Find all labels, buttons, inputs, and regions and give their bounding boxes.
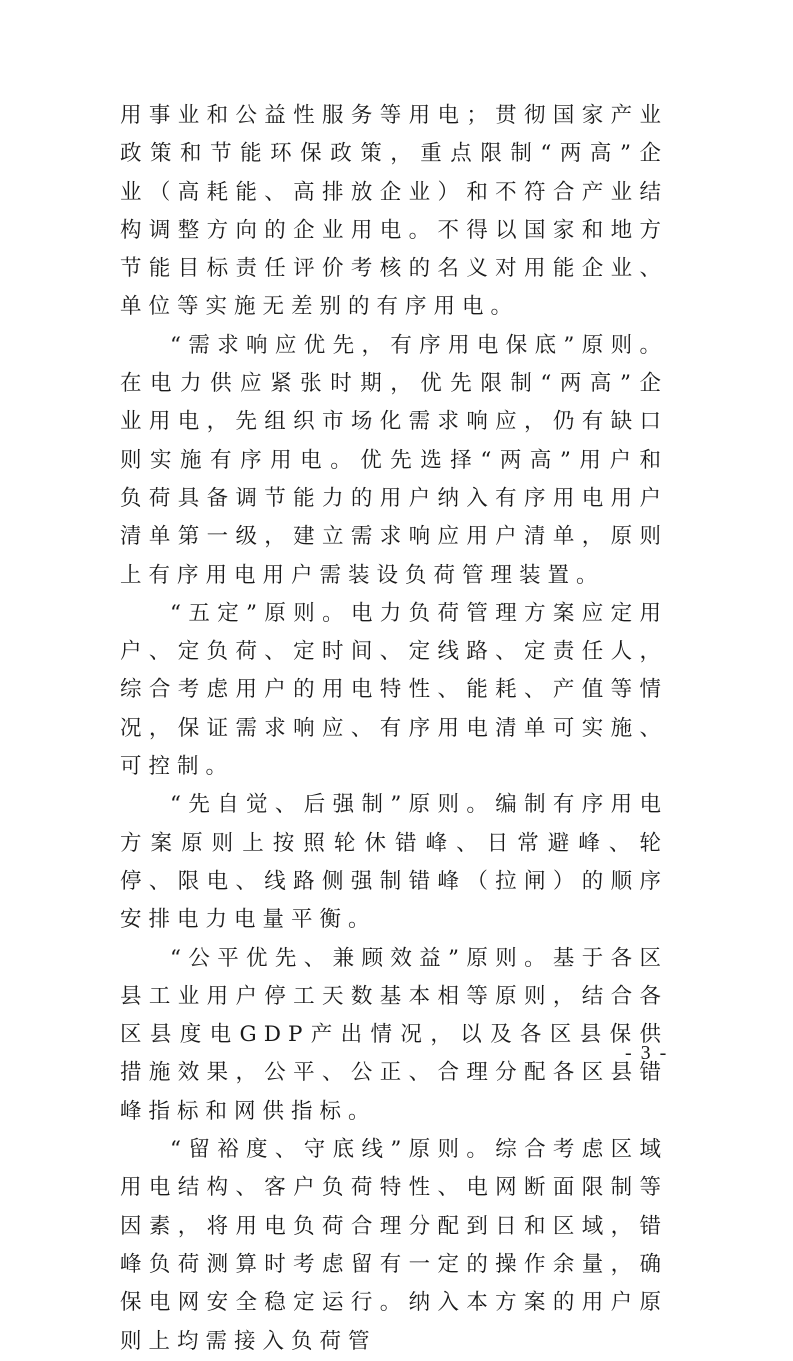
paragraph-demand-response-principle: “需求响应优先，有序用电保底”原则。在电力供应紧张时期，优先限制“两高”企业用电，先组织市场化需求响应，仍有缺口则实施有序用电。优先选择“两高”用户和负荷具备调节能力的用户纳入有序用电用户清单第一级，建立需求响应用户清单，原则上有序用电用户需装设负荷管理装置。 <box>120 332 668 588</box>
page-number: - 3 - <box>625 1042 669 1064</box>
paragraph-five-fixed-principle: “五定”原则。电力负荷管理方案应定用户、定负荷、定时间、定线路、定责任人，综合考虑用户的用电特性、能耗、产值等情况，保证需求响应、有序用电清单可实施、可控制。 <box>120 600 668 780</box>
document-body <box>120 97 668 1361</box>
paragraph-margin-baseline-principle: “留裕度、守底线”原则。综合考虑区域用电结构、客户负荷特性、电网断面限制等因素，将用电负荷合理分配到日和区域，错峰负荷测算时考虑留有一定的操作余量，确保电网安全稳定运行。纳入本方案的用户原则上均需接入负荷管 <box>120 1137 668 1354</box>
paragraph-voluntary-first-principle: “先自觉、后强制”原则。编制有序用电方案原则上按照轮休错峰、日常避峰、轮停、限电、线路侧强制错峰（拉闸）的顺序安排电力电量平衡。 <box>120 792 668 933</box>
paragraph-continuation: 用事业和公益性服务等用电；贯彻国家产业政策和节能环保政策，重点限制“两高”企业（高耗能、高排放企业）和不符合产业结构调整方向的企业用电。不得以国家和地方节能目标责任评价考核的名义对用能企业、单位等实施无差别的有序用电。 <box>120 103 668 320</box>
paragraph-fairness-principle: “公平优先、兼顾效益”原则。基于各区县工业用户停工天数基本相等原则，结合各区县度电GDP产出情况，以及各区县保供措施效果，公平、公正、合理分配各区县错峰指标和网供指标。 <box>120 945 668 1124</box>
